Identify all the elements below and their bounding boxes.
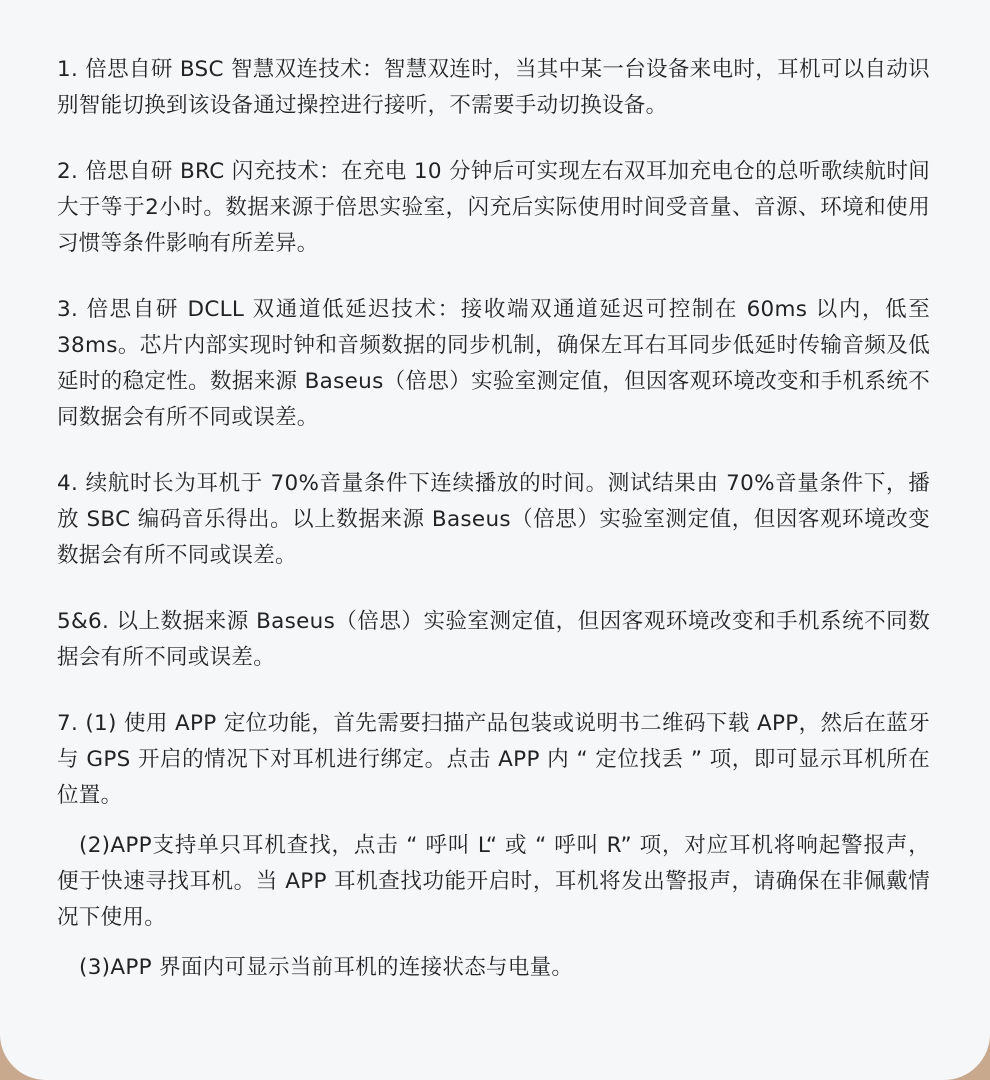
note-7-2-app-find-earbud: (2)APP支持单只耳机查找，点击 “ 呼叫 L“ 或 “ 呼叫 R” 项，对应耳机将响起警报声，便于快速寻找耳机。当 APP 耳机查找功能开启时，耳机将发出警报声，请确保在非佩戴情况下使用。: [57, 833, 930, 930]
note-5-6-data-source: 5&6. 以上数据来源 Baseus（倍思）实验室测定值，但因客观环境改变和手机系统不同数据会有所不同或误差。: [57, 609, 930, 670]
note-2-fast-charge: 2. 倍思自研 BRC 闪充技术：在充电 10 分钟后可实现左右双耳加充电仓的总听歌续航时间大于等于2小时。数据来源于倍思实验室，闪充后实际使用时间受音量、音源、环境和使用习惯等条件影响有所差异。: [57, 159, 930, 256]
note-7-1-app-locate: 7. (1) 使用 APP 定位功能，首先需要扫描产品包装或说明书二维码下载 APP，然后在蓝牙与 GPS 开启的情况下对耳机进行绑定。点击 APP 内 “ 定位找丢 ” 项，即可显示耳机所在位置。: [57, 711, 930, 808]
note-1-smart-dual-connection: 1. 倍思自研 BSC 智慧双连技术：智慧双连时，当其中某一台设备来电时，耳机可以自动识别智能切换到该设备通过操控进行接听，不需要手动切换设备。: [57, 57, 930, 118]
note-4-battery-life: 4. 续航时长为耳机于 70%音量条件下连续播放的时间。测试结果由 70%音量条件下，播放 SBC 编码音乐得出。以上数据来源 Baseus（倍思）实验室测定值，但因客观环境改变数据会有所不同或误差。: [57, 471, 930, 568]
note-7-3-app-status: (3)APP 界面内可显示当前耳机的连接状态与电量。: [79, 955, 574, 980]
note-3-low-latency: 3. 倍思自研 DCLL 双通道低延迟技术：接收端双通道延迟可控制在 60ms 以内，低至 38ms。芯片内部实现时钟和音频数据的同步机制，确保左耳右耳同步低延时传输音频及低延时的稳定性。数据来源 Baseus（倍思）实验室测定值，但因客观环境改变和手机系统不同数据会有所不同或误差。: [57, 297, 930, 430]
